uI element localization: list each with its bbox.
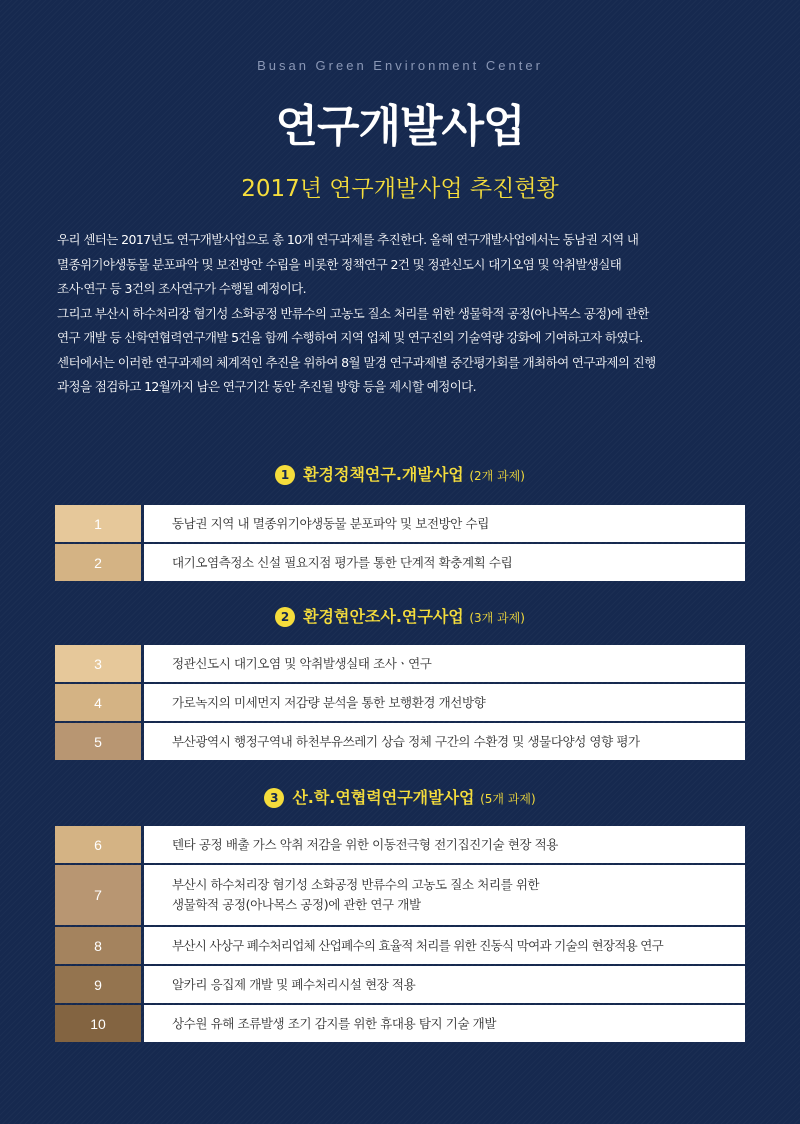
row-text: 부산광역시 행정구역내 하천부유쓰레기 상습 정체 구간의 수환경 및 생물다양성 영향 평가 (144, 723, 745, 760)
table-row (55, 645, 745, 682)
intro-line: 연구 개발 등 산학연협력연구개발 5건을 함께 수행하여 지역 업체 및 연구진의 기술역량 강화에 기여하고자 하였다. (57, 330, 643, 345)
row-number: 5 (55, 723, 141, 760)
table-row (55, 826, 745, 863)
intro-line: 멸종위기야생동물 분포파악 및 보전방안 수립을 비롯한 정책연구 2건 및 정관신도시 대기오염 및 악취발생실태 (57, 256, 622, 272)
section-table-3 (55, 826, 745, 1044)
section-heading-1 (0, 462, 800, 485)
intro-line: 그리고 부산시 하수처리장 혐기성 소화공정 반류수의 고농도 질소 처리를 위한 생물학적 공정(아나목스 공정)에 관한 (57, 305, 649, 321)
row-text: 텐타 공정 배출 가스 악취 저감을 위한 이동전극형 전기집진기술 현장 적용 (144, 826, 745, 863)
row-text: 동남권 지역 내 멸종위기야생동물 분포파악 및 보전방안 수립 (144, 505, 745, 542)
intro-line: 센터에서는 이러한 연구과제의 체계적인 추진을 위하여 8월 말경 연구과제별 중간평가회를 개최하여 연구과제의 진행 (57, 354, 656, 370)
table-row (55, 684, 745, 721)
intro-line: 조사·연구 등 3건의 조사연구가 수행될 예정이다. (57, 281, 306, 296)
table-row (55, 865, 745, 925)
section-number-badge: 1 (275, 465, 295, 485)
row-number: 9 (55, 966, 141, 1003)
eng-title: Busan Green Environment Center (257, 58, 543, 73)
page-title: 연구개발사업 (275, 101, 525, 152)
section-table-2 (55, 645, 745, 762)
row-number: 3 (55, 645, 141, 682)
table-row (55, 927, 745, 964)
section-count: (2개 과제) (469, 469, 525, 483)
table-row (55, 505, 745, 542)
table-row (55, 966, 745, 1003)
section-heading-2 (0, 604, 800, 627)
page-subtitle: 2017년 연구개발사업 추진현황 (241, 176, 559, 202)
section-title: 환경현안조사.연구사업 (303, 607, 464, 626)
section-title: 산.학.연협력연구개발사업 (292, 788, 475, 807)
table-row (55, 1005, 745, 1042)
row-text: 상수원 유해 조류발생 조기 감지를 위한 휴대용 탐지 기술 개발 (144, 1005, 745, 1042)
row-text: 알카리 응집제 개발 및 폐수처리시설 현장 적용 (144, 966, 745, 1003)
row-text: 부산시 사상구 폐수처리업체 산업폐수의 효율적 처리를 위한 진동식 막여과 기술의 현장적용 연구 (144, 927, 745, 964)
row-number: 2 (55, 544, 141, 581)
row-number: 7 (55, 865, 141, 925)
section-heading-3 (0, 785, 800, 808)
section-table-1 (55, 505, 745, 583)
row-text: 가로녹지의 미세먼지 저감량 분석을 통한 보행환경 개선방향 (144, 684, 745, 721)
intro-line: 우리 센터는 2017년도 연구개발사업으로 총 10개 연구과제를 추진한다. 올해 연구개발사업에서는 동남권 지역 내 (57, 232, 639, 247)
section-number-badge: 3 (264, 788, 284, 808)
table-row (55, 723, 745, 760)
table-row (55, 544, 745, 581)
row-number: 4 (55, 684, 141, 721)
intro-text (57, 228, 757, 400)
section-count: (3개 과제) (469, 611, 525, 625)
section-title: 환경정책연구.개발사업 (303, 465, 464, 484)
row-text: 정관신도시 대기오염 및 악취발생실태 조사ㆍ연구 (144, 645, 745, 682)
section-number-badge: 2 (275, 607, 295, 627)
row-text: 대기오염측정소 신설 필요지점 평가를 통한 단계적 확충계획 수립 (144, 544, 745, 581)
row-number: 6 (55, 826, 141, 863)
row-text: 부산시 하수처리장 혐기성 소화공정 반류수의 고농도 질소 처리를 위한 생물학적 공정(아나목스 공정)에 관한 연구 개발 (144, 865, 745, 925)
row-number: 8 (55, 927, 141, 964)
intro-line: 과정을 점검하고 12월까지 남은 연구기간 동안 추진될 방향 등을 제시할 예정이다. (57, 379, 477, 394)
row-number: 10 (55, 1005, 141, 1042)
row-number: 1 (55, 505, 141, 542)
section-count: (5개 과제) (480, 792, 536, 806)
